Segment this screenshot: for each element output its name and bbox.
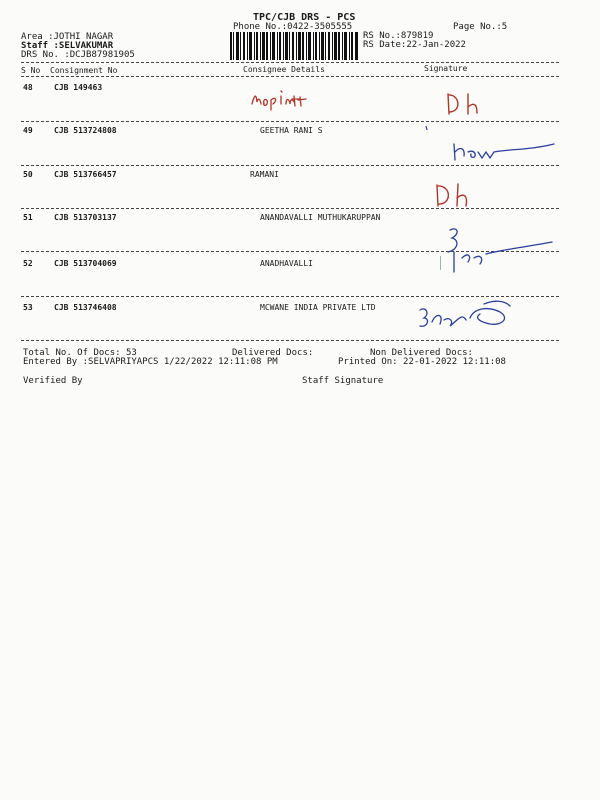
entered-by: Entered By :SELVAPRIYAPCS 1/22/2022 12:11:08 PM — [23, 357, 278, 367]
verified-by: Verified By — [23, 376, 83, 386]
row-consignment: CJB 513746408 — [54, 303, 117, 312]
row-consignment: CJB 513724808 — [54, 126, 117, 135]
report-title: TPC/CJB DRS - PCS — [253, 12, 356, 23]
header-divider-top — [21, 62, 559, 63]
signature-dh-row50 — [432, 180, 472, 210]
drs-number: DRS No. :DCJB87981905 — [21, 50, 135, 60]
header-divider-bottom — [21, 76, 559, 77]
row-consignment: CJB 513704069 — [54, 259, 117, 268]
row-sno: 53 — [23, 303, 33, 312]
signature-row49 — [420, 122, 560, 162]
row-sno: 52 — [23, 259, 33, 268]
row-consignee: ANANDAVALLI MUTHUKARUPPAN — [260, 213, 381, 222]
col-consignee: Consignee Details — [243, 65, 325, 74]
row-sno: 51 — [23, 213, 33, 222]
row-divider — [21, 340, 559, 341]
signature-dh-row48 — [444, 90, 484, 118]
printed-on: Printed On: 22-01-2022 12:11:08 — [338, 357, 506, 367]
row-consignment: CJB 149463 — [54, 83, 103, 92]
col-sno: S No — [21, 66, 41, 75]
row-sno: 49 — [23, 126, 33, 135]
row-consignment: CJB 513703137 — [54, 213, 117, 222]
staff-signature: Staff Signature — [302, 376, 384, 386]
row-sno: 50 — [23, 170, 33, 179]
row-divider — [21, 165, 559, 166]
barcode — [230, 32, 358, 60]
row-divider — [21, 208, 559, 209]
total-docs: Total No. Of Docs: 53 — [23, 348, 137, 358]
rs-date: RS Date:22-Jan-2022 — [363, 40, 466, 50]
table-row — [0, 170, 600, 190]
signature-row53 — [414, 292, 524, 338]
signature-row51 — [440, 220, 560, 276]
row-consignee: GEETHA RANI S — [260, 126, 323, 135]
row-consignment: CJB 513766457 — [54, 170, 117, 179]
col-signature: Signature — [424, 64, 468, 73]
rs-number: RS No.:879819 — [363, 31, 434, 41]
row-consignee: ANADHAVALLI — [260, 259, 313, 268]
row-consignee: RAMANI — [250, 170, 279, 179]
delivered-docs: Delivered Docs: — [232, 348, 314, 358]
staff-label: Staff :SELVAKUMAR — [21, 41, 114, 51]
phone-number: Phone No.:0422-3505555 — [233, 22, 353, 32]
non-delivered-docs: Non Delivered Docs: — [370, 348, 473, 358]
page-number: Page No.:5 — [453, 22, 508, 32]
row-consignee: MCWANE INDIA PRIVATE LTD — [260, 303, 376, 312]
area-label: Area :JOTHI NAGAR — [21, 32, 114, 42]
handwritten-note-hospital — [250, 86, 320, 112]
row-sno: 48 — [23, 83, 33, 92]
col-consignment: Consignment No — [50, 66, 118, 75]
